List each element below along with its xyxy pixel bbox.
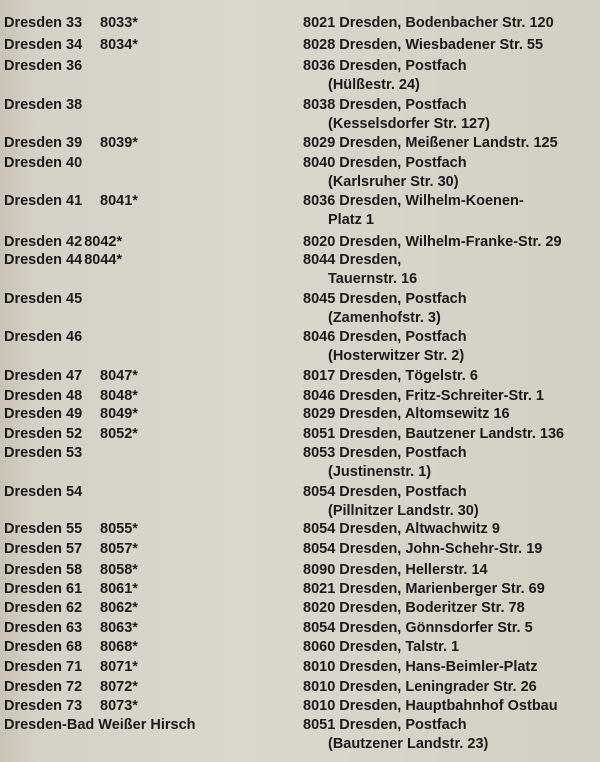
office-column <box>4 233 122 252</box>
office-name: Dresden 49 <box>4 406 83 422</box>
address-column <box>303 638 459 657</box>
postal-code: 8072* <box>100 679 138 695</box>
office-column <box>4 134 138 153</box>
address-column <box>303 290 467 328</box>
office-name: Dresden 47 <box>4 368 83 384</box>
postal-code: 8048* <box>100 388 138 404</box>
address-column <box>303 233 562 252</box>
office-name: Dresden 73 <box>4 698 83 714</box>
address-column <box>303 540 542 559</box>
address-line: 8028 Dresden, Wiesbadener Str. 55 <box>303 37 544 53</box>
postal-code: 8063* <box>100 620 138 636</box>
office-column <box>4 57 82 76</box>
office-column <box>4 580 138 599</box>
address-line: 8044 Dresden, <box>303 252 402 268</box>
office-column <box>4 540 138 559</box>
address-column <box>303 405 510 424</box>
address-line: 8029 Dresden, Altomsewitz 16 <box>303 406 510 422</box>
postal-code: 8042* <box>84 234 123 250</box>
office-column <box>4 483 82 502</box>
address-line: 8017 Dresden, Tögelstr. 6 <box>303 368 478 384</box>
address-column <box>303 425 564 444</box>
address-column <box>303 192 524 230</box>
address-detail-line: Platz 1 <box>328 212 374 228</box>
address-column <box>303 387 544 406</box>
postal-code: 8034* <box>100 37 138 53</box>
address-column <box>303 444 467 482</box>
address-detail-line: (Zamenhofstr. 3) <box>328 310 441 326</box>
office-column <box>4 599 138 618</box>
office-column <box>4 36 138 55</box>
office-name: Dresden 68 <box>4 639 83 655</box>
address-column <box>303 57 467 95</box>
office-column <box>4 192 138 211</box>
address-detail-line: (Hülßestr. 24) <box>328 77 420 93</box>
postal-code: 8049* <box>100 406 138 422</box>
address-line: 8060 Dresden, Talstr. 1 <box>303 639 460 655</box>
address-line: 8020 Dresden, Boderitzer Str. 78 <box>303 600 525 616</box>
office-column <box>4 154 82 173</box>
office-column <box>4 14 138 33</box>
office-name: Dresden 44 <box>4 252 83 268</box>
office-column <box>4 520 138 539</box>
office-name: Dresden 72 <box>4 679 83 695</box>
office-column <box>4 619 138 638</box>
office-name: Dresden 36 <box>4 58 83 74</box>
address-line: 8053 Dresden, Postfach <box>303 445 467 461</box>
address-line: 8090 Dresden, Hellerstr. 14 <box>303 562 488 578</box>
office-column <box>4 697 138 716</box>
postal-code: 8073* <box>100 698 138 714</box>
address-column <box>303 154 467 192</box>
office-name: Dresden 42 <box>4 234 83 250</box>
office-column <box>4 444 82 463</box>
address-line: 8029 Dresden, Meißener Landstr. 125 <box>303 135 558 151</box>
address-column <box>303 96 490 134</box>
address-column <box>303 14 554 33</box>
address-column <box>303 619 533 638</box>
address-column <box>303 678 537 697</box>
address-line: 8021 Dresden, Marienberger Str. 69 <box>303 581 545 597</box>
address-column <box>303 134 558 153</box>
postal-code: 8068* <box>100 639 138 655</box>
office-name: Dresden 55 <box>4 521 83 537</box>
address-line: 8010 Dresden, Leningrader Str. 26 <box>303 679 537 695</box>
address-detail-line: (Justinenstr. 1) <box>328 464 432 480</box>
office-column <box>4 367 138 386</box>
office-column <box>4 425 138 444</box>
address-detail-line: (Bautzener Landstr. 23) <box>328 736 489 752</box>
office-name: Dresden 62 <box>4 600 83 616</box>
office-column <box>4 290 82 309</box>
address-detail-line: (Pillnitzer Landstr. 30) <box>328 503 479 519</box>
address-detail-line: (Kesselsdorfer Str. 127) <box>328 116 490 132</box>
postal-code: 8071* <box>100 659 138 675</box>
address-column <box>303 599 525 618</box>
address-column <box>303 36 543 55</box>
address-column <box>303 483 479 521</box>
address-detail-line: Tauernstr. 16 <box>328 271 418 287</box>
postal-code: 8052* <box>100 426 138 442</box>
address-line: 8010 Dresden, Hans-Beimler-Platz <box>303 659 538 675</box>
postal-code: 8061* <box>100 581 138 597</box>
address-column <box>303 716 488 754</box>
address-line: 8054 Dresden, Postfach <box>303 484 467 500</box>
office-name: Dresden 40 <box>4 155 83 171</box>
address-line: 8036 Dresden, Wilhelm-Koenen- <box>303 193 524 209</box>
office-column <box>4 387 138 406</box>
address-line: 8020 Dresden, Wilhelm-Franke-Str. 29 <box>303 234 562 250</box>
address-line: 8036 Dresden, Postfach <box>303 58 467 74</box>
office-name: Dresden 53 <box>4 445 83 461</box>
address-line: 8054 Dresden, Gönnsdorfer Str. 5 <box>303 620 533 636</box>
office-name: Dresden 52 <box>4 426 83 442</box>
address-detail-line: (Hosterwitzer Str. 2) <box>328 348 465 364</box>
office-name: Dresden 41 <box>4 193 83 209</box>
office-name: Dresden 61 <box>4 581 83 597</box>
office-column <box>4 638 138 657</box>
address-column <box>303 697 558 716</box>
office-column <box>4 328 82 347</box>
office-name: Dresden 71 <box>4 659 83 675</box>
office-column <box>4 405 138 424</box>
office-name: Dresden 58 <box>4 562 83 578</box>
office-name: Dresden 45 <box>4 291 83 307</box>
office-name: Dresden 46 <box>4 329 83 345</box>
address-line: 8046 Dresden, Fritz-Schreiter-Str. 1 <box>303 388 544 404</box>
office-name: Dresden 48 <box>4 388 83 404</box>
office-name: Dresden-Bad Weißer Hirsch <box>4 717 196 733</box>
office-column <box>4 561 138 580</box>
office-name: Dresden 34 <box>4 37 83 53</box>
office-column <box>4 678 138 697</box>
postal-code: 8055* <box>100 521 138 537</box>
office-column <box>4 716 196 735</box>
office-name: Dresden 54 <box>4 484 83 500</box>
address-line: 8054 Dresden, John-Schehr-Str. 19 <box>303 541 543 557</box>
address-column <box>303 367 478 386</box>
postal-code: 8058* <box>100 562 138 578</box>
address-line: 8045 Dresden, Postfach <box>303 291 467 307</box>
postal-code: 8057* <box>100 541 138 557</box>
postal-code: 8062* <box>100 600 138 616</box>
address-line: 8010 Dresden, Hauptbahnhof Ostbau <box>303 698 558 714</box>
office-name: Dresden 39 <box>4 135 83 151</box>
postal-code: 8041* <box>100 193 138 209</box>
address-column <box>303 580 545 599</box>
address-column <box>303 658 538 677</box>
address-line: 8051 Dresden, Bautzener Landstr. 136 <box>303 426 565 442</box>
postal-code: 8033* <box>100 15 138 31</box>
address-line: 8046 Dresden, Postfach <box>303 329 467 345</box>
office-name: Dresden 33 <box>4 15 83 31</box>
address-detail-line: (Karlsruher Str. 30) <box>328 174 459 190</box>
office-column <box>4 96 82 115</box>
postal-code: 8039* <box>100 135 138 151</box>
office-column <box>4 658 138 677</box>
postal-code: 8047* <box>100 368 138 384</box>
postal-code: 8044* <box>84 252 123 268</box>
office-name: Dresden 57 <box>4 541 83 557</box>
office-column <box>4 251 122 270</box>
address-column <box>303 520 500 539</box>
address-line: 8038 Dresden, Postfach <box>303 97 467 113</box>
office-name: Dresden 38 <box>4 97 83 113</box>
address-line: 8040 Dresden, Postfach <box>303 155 467 171</box>
office-name: Dresden 63 <box>4 620 83 636</box>
address-line: 8021 Dresden, Bodenbacher Str. 120 <box>303 15 554 31</box>
address-column <box>303 251 417 289</box>
address-column <box>303 561 488 580</box>
address-line: 8051 Dresden, Postfach <box>303 717 467 733</box>
address-line: 8054 Dresden, Altwachwitz 9 <box>303 521 500 537</box>
address-column <box>303 328 467 366</box>
